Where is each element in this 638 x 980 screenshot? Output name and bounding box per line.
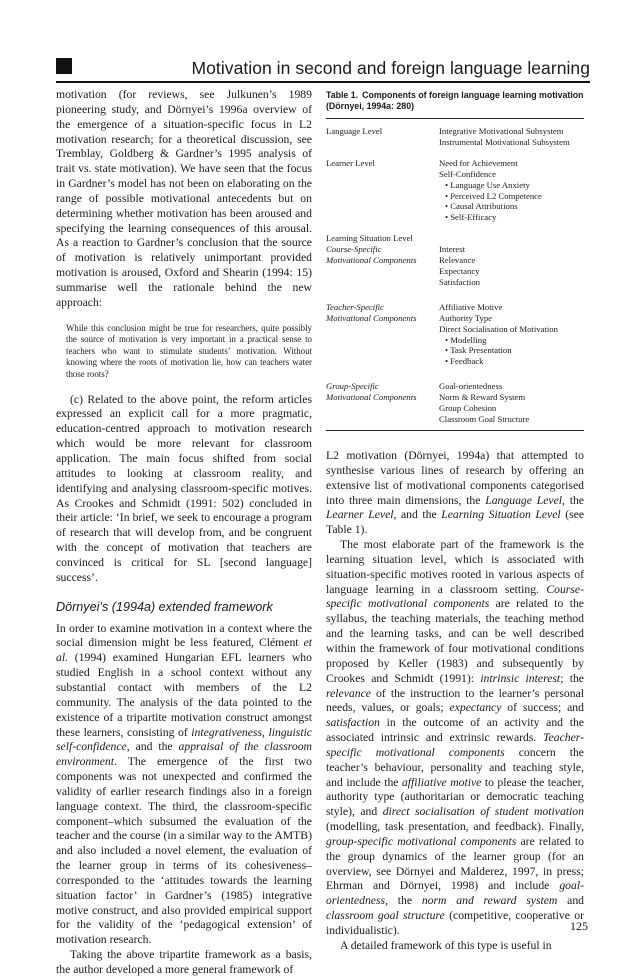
table-cell: Authority Type — [439, 312, 493, 323]
italic-run: et al. — [56, 636, 312, 665]
italic-run: group-specific motivational components — [326, 834, 517, 848]
italic-run: direct socialisation of student motivation — [382, 805, 584, 819]
header-square-mark — [56, 58, 72, 74]
table-cell — [326, 180, 439, 191]
text-run: (1994) examined Hungarian EFL learners who studied English in a school context without any substantial contact with members of the L2 community. The analysis of the data pointed to the existence of a tripartite motivation construct amongst these learners, consisting of — [56, 651, 312, 739]
table-cell: • Perceived L2 Competence — [439, 191, 584, 202]
table-cell — [326, 266, 439, 277]
text-run: are related to the group dynamics of the learner group (for an overview, see Dörnyei and Malderez, 1997, in press; Ehrman and Dörnyei, 1998) and include — [326, 834, 584, 893]
text-run: to please the teacher, authority type (authoritarian or democratic teaching style), and — [326, 775, 584, 819]
table-cell: Teacher-Specific — [326, 301, 384, 312]
italic-run: norm and reward system — [421, 894, 558, 908]
table-row — [326, 414, 584, 425]
table-cell: Group Cohesion — [439, 403, 497, 414]
table-row — [326, 381, 584, 392]
table-title: Components of foreign language learning motivation (Dörnyei, 1994a: 280) — [326, 90, 584, 111]
paragraph-general-framework: Taking the above tripartite framework as a basis, the author developed a more general framework of — [56, 948, 312, 976]
text-run: L2 motivation (Dörnyei, 1994a) that attempted to synthesise various lines of research by offering an extensive list of motivational components categorised into three main dimensions, the — [326, 449, 584, 507]
text-run: ; the — [560, 671, 584, 685]
table-cell — [326, 137, 439, 148]
table-cell — [326, 191, 439, 202]
table-cell — [326, 277, 439, 288]
section-heading: Dörnyei’s (1994a) extended framework — [56, 599, 273, 614]
text-run: in the outcome of an activity and the associated intrinsic and extrinsic rewards. — [326, 716, 584, 745]
table-row — [326, 302, 584, 313]
italic-run: Language Level — [485, 493, 563, 507]
table-cell — [326, 414, 439, 425]
table-cell: Norm & Reward System — [439, 392, 526, 403]
table-cell — [326, 169, 439, 180]
table-row — [326, 277, 584, 288]
table-cell: Self-Confidence — [439, 168, 496, 179]
table-row — [326, 255, 584, 266]
italic-run: Learning Situation Level — [441, 508, 561, 522]
table-cell: Motivational Components — [326, 392, 417, 403]
table-cell — [439, 233, 584, 244]
table-row — [326, 201, 584, 212]
text-run: concern the teacher’s behaviour, personality and teaching style, and include the — [326, 745, 584, 789]
table-cell — [326, 212, 439, 223]
table-cell: Course-Specific — [326, 244, 382, 255]
table-label: Table 1. — [326, 90, 359, 100]
italic-run: expectancy — [449, 701, 502, 715]
block-quote: While this conclusion might be true for researchers, quite possibly the source of motivation is very important in a practical sense to teachers who want to stimulate students’ motivation. Without knowing where the roots of motivation lie, how can teachers water those roots? — [66, 322, 312, 380]
text-run: (modelling, task presentation, and feedback). Finally, — [326, 820, 584, 834]
italic-run: Course-specific motivational components — [326, 582, 584, 611]
table-row — [326, 345, 584, 356]
table-cell — [326, 403, 439, 414]
table-cell — [326, 324, 439, 335]
table-row — [326, 403, 584, 414]
table-cell: • Self-Efficacy — [439, 212, 584, 223]
table-cell: Interest — [439, 244, 466, 255]
text-run: are related to the syllabus, the teaching materials, the teaching method and the learning tasks, and can be well described within the framework of four motivational conditions proposed by Keller (1983) and subsequently by Crookes and Schmidt (1991): — [326, 597, 584, 685]
table-cell: • Feedback — [439, 356, 584, 367]
table-cell: Learning Situation Level — [326, 233, 413, 244]
table-rule-bottom — [326, 430, 584, 431]
italic-run: classroom goal structure — [326, 909, 445, 923]
italic-run: satisfaction — [326, 716, 380, 730]
italic-run: integrativeness, linguistic self-confidence, — [56, 725, 312, 754]
table-row — [326, 324, 584, 335]
table-cell: Expectancy — [439, 265, 480, 276]
italic-run: Learner Level — [326, 508, 394, 522]
table-cell: Affiliative Motive — [439, 301, 503, 312]
table-row — [326, 137, 584, 148]
table-row — [326, 356, 584, 367]
table-cell: Motivational Components — [326, 312, 417, 323]
italic-run: Teacher-specific motivational components — [326, 731, 584, 759]
text-run: The most elaborate part of the framework is the learning situation level, which is associated with situation-specific motives rooted in various aspects of language learning in a classroom setting. — [326, 538, 584, 596]
table-cell: Direct Socialisation of Motivation — [439, 323, 558, 334]
header-rule — [56, 81, 590, 83]
text-run: (competitive, cooperative or individualistic). — [326, 909, 585, 937]
table-row — [326, 313, 584, 324]
table-1 — [326, 88, 584, 431]
text-run: and the — [129, 740, 179, 754]
table-cell: Relevance — [439, 255, 476, 266]
table-cell: • Modelling — [439, 335, 584, 346]
table-row — [326, 191, 584, 202]
running-title: Motivation in second and foreign language learning — [191, 58, 590, 78]
text-run: , and the — [393, 508, 442, 522]
table-cell — [326, 356, 439, 367]
text-run: , the — [562, 493, 584, 507]
table-cell: Learner Level — [326, 157, 375, 168]
table-row — [326, 169, 584, 180]
table-row — [326, 233, 584, 244]
table-cell: Group-Specific — [326, 381, 379, 392]
table-row — [326, 212, 584, 223]
left-column — [56, 88, 312, 978]
table-row — [326, 126, 584, 137]
table-row — [326, 180, 584, 191]
table-cell: Goal-orientedness — [439, 381, 503, 392]
table-cell: • Causal Attributions — [439, 201, 584, 212]
text-run: of success; and — [501, 701, 584, 715]
text-run: and — [557, 894, 585, 908]
table-cell: Need for Achievement — [439, 157, 518, 168]
text-run: of the instruction to the learner’s personal needs, values, or goals; — [326, 686, 584, 715]
paragraph-detailed-framework: A detailed framework of this type is useful in — [340, 938, 552, 952]
table-cell: Integrative Motivational Subsystem — [439, 126, 564, 136]
paragraph-learning-situation — [326, 538, 584, 939]
text-run: In order to examine motivation in a context where the social dimension might be less featured, Clément — [56, 621, 312, 650]
italic-run: affiliative motive — [401, 775, 482, 789]
table-row — [326, 158, 584, 169]
table-cell: Classroom Goal Structure — [439, 413, 530, 424]
table-row — [326, 335, 584, 346]
italic-run: intrinsic interest — [480, 671, 561, 685]
table-cell: Instrumental Motivational Subsystem — [439, 136, 570, 147]
text-run: . The emergence of the first two components was not unexpected and confirmed the validity of earlier research findings also in a foreign language context. The third, the classroom-specific component–which subsumed the evaluation of the teacher and the course (in a similar way to the AMTB) and also included a novel element, the evaluation of the learner group in terms of its cohesiveness–corresponded to the ‘attitudes towards the learning situation factor’ in Gardner’s (1985) integrative motive construct, and also provided empirical support for the validity of the ‘pedagogical extension’ of motivation research. — [56, 755, 312, 947]
page-number: 125 — [570, 919, 588, 933]
table-caption — [326, 90, 584, 112]
table-cell — [326, 201, 439, 212]
italic-run: relevance — [326, 686, 371, 700]
text-run: (see Table 1). — [326, 508, 585, 537]
paragraph-tripartite-construct — [56, 622, 312, 949]
table-cell: • Language Use Anxiety — [439, 180, 584, 191]
paragraph-motivation-reviews: motivation (for reviews, see Julkunen’s 1989 pioneering study, and Dörnyei’s 1996a overview of the emergence of a situation-specific focus in L2 motivation research; for a theoretical discussion, see Tremblay, Goldberg & Gardner’s 1995 analysis of trait vs. state motivation). We have seen that the focus in Gardner’s model has not been on elaborating on the range of possible motivational antecedents but on determining whether motivation has been aroused and specifying the learning consequences of this arousal. As a reaction to Gardner’s conclusion that the source of motivation is relatively unimportant provided motivation is aroused, Oxford and Shearin (1994: 15) summarise well the rationale behind the new approach: — [56, 88, 312, 309]
table-cell: Motivational Components — [326, 255, 417, 266]
table-row — [326, 244, 584, 255]
right-column — [326, 449, 584, 954]
text-run: , the — [385, 894, 422, 908]
table-cell — [326, 335, 439, 346]
table-cell: Satisfaction — [439, 276, 481, 287]
paragraph-reform-articles: (c) Related to the above point, the reform articles expressed an explicit call for a more pragmatic, education-centred approach to motivation research which would be more relevant for classroom application. The main focus shifted from social attitudes to looking at classroom reality, and identifying and analysing classroom-specific motives. As Crookes and Schmidt (1991: 502) concluded in their article: ‘In brief, we seek to encourage a program of research that will develop from, and be congruent with the concept of motivation that teachers are convinced is critical for SL [second language] success’. — [56, 392, 312, 584]
table-cell: Language Level — [326, 126, 383, 136]
italic-run: appraisal of the classroom environment — [56, 740, 312, 769]
table-cell: • Task Presentation — [439, 345, 584, 356]
paragraph-l2-motivation — [326, 449, 584, 538]
table-cell — [326, 345, 439, 356]
table-rule-top — [326, 118, 584, 119]
table-row — [326, 392, 584, 403]
table-row — [326, 266, 584, 277]
italic-run: goal-orientedness — [326, 879, 584, 908]
